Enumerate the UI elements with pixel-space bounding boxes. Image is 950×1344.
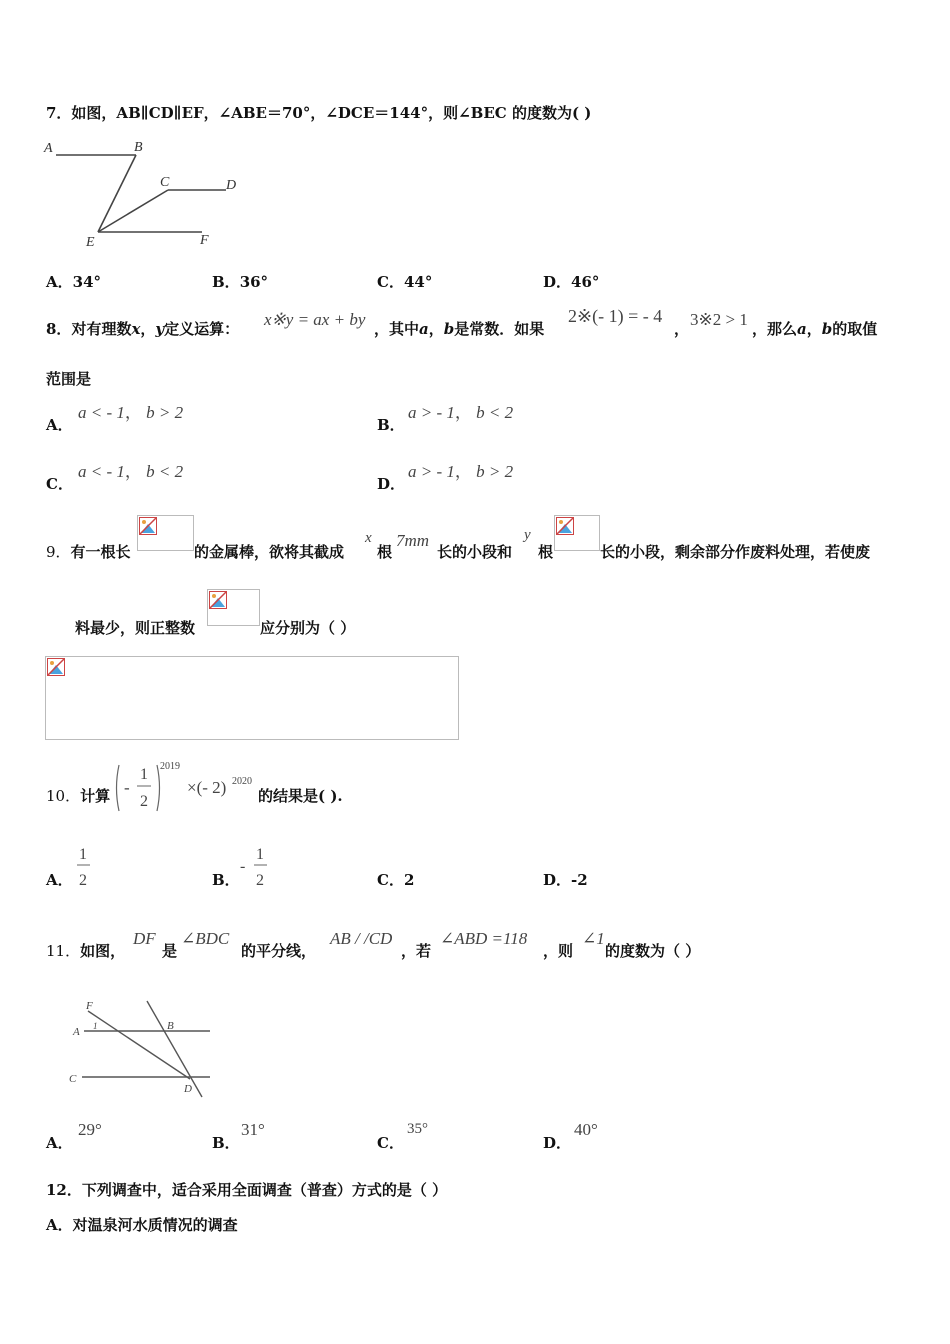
q8-stem: 8．对有理数x，y定义运算： (46, 320, 240, 338)
q8-option-b: a > - 1， b < 2 (408, 403, 514, 422)
q7-label-b: B (134, 140, 143, 155)
q11-option-d: 40° (574, 1120, 598, 1139)
q7-figure (40, 134, 255, 254)
q11-label-d: D (184, 1083, 192, 1095)
broken-image-icon (209, 591, 227, 609)
q8-condition-2: 3※2 > 1 (690, 310, 748, 329)
svg-text:1: 1 (256, 846, 264, 863)
q9-var-y: y (524, 527, 531, 543)
q11-math-parallel: AB / /CD (330, 929, 393, 948)
q11-math-df: DF (133, 929, 156, 948)
q11-label-f: F (86, 1000, 93, 1012)
q8-option-a: a < - 1， b > 2 (78, 403, 184, 422)
q9-stem-2: 的金属棒，欲将其截成 (194, 543, 345, 561)
broken-image-icon (139, 517, 157, 535)
q11-stem-4: ，若 (401, 942, 432, 960)
q9-stem-4: 长的小段和 (437, 543, 513, 561)
q10-option-d: D．-2 (543, 871, 588, 889)
q9-var-x: x (365, 530, 372, 546)
q10-option-a-key: A． (46, 871, 73, 889)
broken-image-icon (137, 515, 194, 551)
q8-option-d: a > - 1， b > 2 (408, 462, 514, 481)
q8-condition-1: 2※(- 1) = - 4 (568, 306, 663, 326)
q9-stem-5: 根 (538, 543, 554, 561)
q11-line-bd (147, 1001, 202, 1097)
q11-math-angle-bdc: ∠BDC (181, 929, 230, 948)
q8-stem-line2: 范围是 (46, 370, 92, 388)
q10-option-b (238, 840, 272, 892)
q11-option-d-key: D． (543, 1134, 572, 1152)
broken-image-icon (556, 517, 574, 535)
broken-image-icon (554, 515, 600, 551)
q10-neg-sign: - (124, 778, 130, 797)
q9-stem-8: 应分别为（ ） (260, 619, 356, 637)
q11-stem-start: 11．如图， (46, 942, 126, 960)
q9-stem-7: 料最少，则正整数 (75, 619, 196, 637)
q7-option-d: D．46° (543, 273, 600, 291)
q11-stem-5: ，则 (543, 942, 574, 960)
q12-option-a: A．对温泉河水质情况的调查 (46, 1216, 238, 1234)
q10-expression (113, 762, 273, 814)
svg-text:2: 2 (79, 872, 87, 889)
q11-math-angle-abd: ∠ABD =118 (440, 929, 528, 948)
q11-stem-3: 的平分线， (241, 942, 317, 960)
q9-stem-3: 根 (377, 543, 393, 561)
q10-exp1: 2019 (160, 762, 180, 772)
q8-stem-mid: ，其中a，b是常数．如果 (374, 320, 545, 338)
svg-text:1: 1 (79, 846, 87, 863)
q9-stem-6: 长的小段，剩余部分作废料处理，若使废 (600, 543, 871, 561)
q8-comma: ， (674, 320, 690, 338)
q11-option-c: 35° (407, 1121, 428, 1137)
q10-option-a (74, 840, 98, 892)
q7-label-f: F (200, 233, 209, 248)
q8-option-c: a < - 1， b < 2 (78, 462, 184, 481)
q11-option-b: 31° (241, 1120, 265, 1139)
q7-label-c: C (160, 175, 170, 190)
q10-option-b-key: B． (212, 871, 240, 889)
q11-math-angle-1: ∠1 (582, 929, 605, 948)
q10-left-paren (117, 765, 120, 811)
q10-stem-end: 的结果是( ). (258, 787, 343, 805)
q8-option-c-key: C． (46, 475, 73, 493)
q9-stem-start: 9．有一根长 (46, 543, 131, 561)
q12-stem: 12．下列调查中，适合采用全面调查（普查）方式的是（ ） (46, 1181, 448, 1199)
q11-option-a: 29° (78, 1120, 102, 1139)
q8-option-b-key: B． (377, 416, 405, 434)
q10-frac-num: 1 (140, 766, 148, 783)
q8-option-a-key: A． (46, 416, 73, 434)
q11-line-fd (88, 1011, 190, 1079)
q7-option-c: C．44° (377, 273, 433, 291)
q8-option-d-key: D． (377, 475, 406, 493)
q11-figure (62, 995, 217, 1105)
q10-option-c: C．2 (377, 871, 415, 889)
q10-exp2: 2020 (232, 776, 252, 787)
q8-stem-end: ，那么a，b的取值 (752, 320, 878, 338)
svg-text:2: 2 (256, 872, 264, 889)
q7-option-b: B．36° (212, 273, 269, 291)
q10-stem-start: 10．计算 (46, 787, 111, 805)
q11-option-a-key: A． (46, 1134, 73, 1152)
q7-label-e: E (86, 235, 95, 250)
q11-label-a: A (73, 1026, 80, 1038)
broken-image-icon (45, 656, 459, 740)
q10-frac-den: 2 (140, 793, 148, 810)
q11-label-c: C (69, 1073, 77, 1085)
q8-formula: x※y = ax + by (264, 310, 366, 329)
q7-option-a: A．34° (46, 273, 102, 291)
q11-label-b: B (167, 1020, 174, 1032)
broken-image-icon (207, 589, 260, 626)
q11-stem-2: 是 (162, 942, 178, 960)
q11-option-c-key: C． (377, 1134, 404, 1152)
q10-mid: ×(- 2) (187, 778, 227, 797)
q7-label-d: D (226, 178, 237, 193)
q11-option-b-key: B． (212, 1134, 240, 1152)
q9-length: 7mm (396, 531, 430, 550)
q11-stem-6: 的度数为（ ） (605, 942, 701, 960)
q7-stem: 7．如图，AB∥CD∥EF，∠ABE＝70°，∠DCE＝144°，则∠BEC 的度数为( ) (46, 104, 592, 122)
q7-label-a: A (44, 141, 53, 156)
svg-text:-: - (240, 858, 246, 875)
q11-label-1: 1 (93, 1021, 98, 1031)
broken-image-icon (47, 658, 65, 676)
